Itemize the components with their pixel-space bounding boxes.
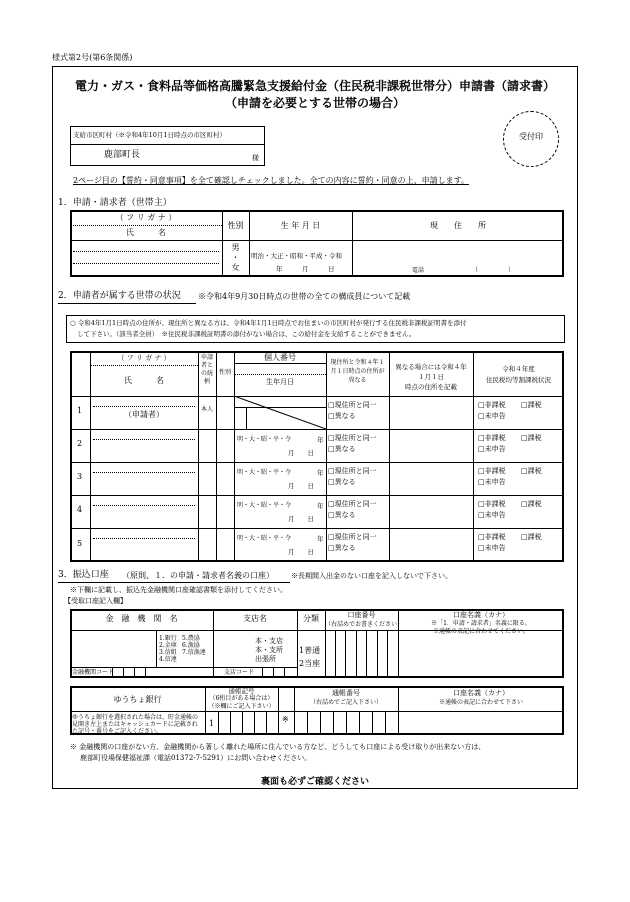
consent-statement: 2ページ目の【誓約・同意事項】を全て確認しチェックしました。全ての内容に誓約・同意の上、申請します。 <box>73 176 470 185</box>
birth-eras[interactable]: 明・大・昭・平・令 <box>237 469 292 476</box>
checkbox-different[interactable]: □異なる <box>328 544 356 552</box>
account-number-header: 口座番号 <box>347 611 376 619</box>
checkbox-different[interactable]: □異なる <box>328 511 356 519</box>
s2-col-relation: 申請者との続柄 <box>200 354 213 385</box>
checkbox-non-taxed[interactable]: □非課税 <box>478 467 506 475</box>
bank-type-option[interactable]: 7.信漁連 <box>182 649 206 656</box>
s1-birth-header: 生 年 月 日 <box>280 221 321 230</box>
row-number: 2 <box>77 439 83 448</box>
account-holder-header: 口座名義（カナ） <box>453 611 509 619</box>
s2-col-tax-1: 令和４年度 <box>502 365 535 373</box>
account-number-sub: （右詰めでお書きください） <box>325 621 404 628</box>
checkbox-different[interactable]: □異なる <box>328 445 356 453</box>
s1-phone-label: 電話 <box>412 267 425 274</box>
s2-col-jan1-1: 現住所と令和４年１ <box>330 359 385 366</box>
branch-type-option[interactable]: 本・支所 <box>255 646 283 654</box>
s1-gender-header: 性別 <box>227 221 244 230</box>
bank-code-label: 金融機関コード <box>72 669 115 676</box>
branch-code-label: 支店コード <box>224 669 255 676</box>
municipality-name: 鹿部町長 <box>104 150 141 160</box>
account-holder-sub2: ※通帳の表記に合わせてください。 <box>432 628 529 635</box>
yucho-note: ゆうちょ銀行を選択された場合は、貯金通帳の見開き左上またはキャッシュカードに記載された記号・番号をご記入ください。 <box>72 714 199 735</box>
municipality-label: 支給市区町村（※令和4年10月1日時点の市区町村） <box>73 131 227 139</box>
row-number: 3 <box>77 472 83 481</box>
checkbox-different[interactable]: □異なる <box>328 478 356 486</box>
checkbox-taxed[interactable]: □課税 <box>521 434 542 442</box>
birth-month-day[interactable]: 月 日 <box>288 515 314 523</box>
row-number: 4 <box>77 505 83 514</box>
branch-name-header: 支店名 <box>243 614 267 623</box>
relation-self: 本人 <box>200 406 213 413</box>
bank-type-option[interactable]: 6.漁協 <box>182 642 200 649</box>
checkbox-undeclared[interactable]: □未申告 <box>478 511 506 519</box>
form-id: 様式第2号(第6条関係) <box>52 53 133 62</box>
yucho-label: ゆうちょ銀行 <box>113 695 162 704</box>
s1-gender-female[interactable]: 女 <box>231 263 240 272</box>
s2-note-line1: ○ 令和4年1月1日時点の住所が、現住所と異なる方は、令和4年1月1日時点でお住まいの市区町村が発行する住民税非課税証明書を添付 <box>70 319 467 327</box>
birth-year[interactable]: 年 <box>317 502 324 510</box>
s2-col-jan1-3: 異なる <box>348 377 367 384</box>
bank-type-option[interactable]: 2.金庫 <box>159 642 177 649</box>
s1-phone-field[interactable]: （ ） <box>472 267 515 274</box>
bank-type-option[interactable]: 5.農協 <box>182 635 200 642</box>
s1-address-header: 現 住 所 <box>430 221 486 230</box>
back-side-note: 裏面も必ずご確認ください <box>260 777 369 787</box>
birth-year[interactable]: 年 <box>317 436 324 444</box>
yucho-holder-sub: ※通帳の表記に合わせて下さい <box>438 699 523 706</box>
branch-type-option[interactable]: 本・支店 <box>255 637 283 645</box>
row-number: 5 <box>77 539 83 548</box>
applicant-label: （申請者） <box>124 410 164 419</box>
checkbox-same-address[interactable]: □現住所と同一 <box>328 401 377 409</box>
checkbox-same-address[interactable]: □現住所と同一 <box>328 500 377 508</box>
account-type-current[interactable]: 2当座 <box>299 659 321 668</box>
account-type-ordinary[interactable]: 1普通 <box>299 646 321 655</box>
checkbox-undeclared[interactable]: □未申告 <box>478 478 506 486</box>
checkbox-undeclared[interactable]: □未申告 <box>478 445 506 453</box>
birth-year[interactable]: 年 <box>317 535 324 543</box>
s1-ymd[interactable]: 年 月 日 <box>276 265 335 273</box>
bank-type-option[interactable]: 4.信連 <box>159 656 177 663</box>
checkbox-same-address[interactable]: □現住所と同一 <box>328 434 377 442</box>
s2-col-diff-3: 時点の住所を記載 <box>405 383 457 391</box>
yucho-symbol-prefix: 1 <box>209 719 215 728</box>
row1-birth-slash <box>234 396 326 429</box>
checkbox-taxed[interactable]: □課税 <box>521 467 542 475</box>
s2-col-furigana: （ フ リ ガ ナ ） <box>117 354 171 362</box>
yucho-number-label: 通帳番号 <box>332 689 360 697</box>
bank-name-header: 金 融 機 関 名 <box>105 614 178 623</box>
birth-month-day[interactable]: 月 日 <box>288 449 314 457</box>
municipality-honorific: 様 <box>252 154 259 162</box>
birth-eras[interactable]: 明・大・昭・平・令 <box>237 502 292 509</box>
s2-col-name: 氏 名 <box>124 376 164 385</box>
s2-col-diff-2: １月１日 <box>418 373 444 381</box>
yucho-symbol-mark: ※ <box>282 715 289 724</box>
checkbox-undeclared[interactable]: □未申告 <box>478 412 506 420</box>
section3-heading-note: ※長期間入出金のない口座を記入しないで下さい。 <box>291 572 452 580</box>
birth-eras[interactable]: 明・大・昭・平・令 <box>237 436 292 443</box>
s1-gender-male[interactable]: 男 <box>231 243 240 252</box>
checkbox-taxed[interactable]: □課税 <box>521 533 542 541</box>
birth-year[interactable]: 年 <box>317 469 324 477</box>
yucho-number-sub: （右詰めでご記入下さい） <box>309 699 382 706</box>
section3-sub-note: ※下欄に記載し、振込先金融機関口座確認書類を添付してください。 <box>70 586 287 594</box>
yucho-holder-label: 口座名義（カナ） <box>453 689 509 697</box>
yucho-symbol-sub2: （※欄にご記入下さい） <box>208 703 275 710</box>
s2-col-jan1-2: 月１日時点の住所が <box>330 368 385 375</box>
bank-type-option[interactable]: 3.信組 <box>159 649 177 656</box>
checkbox-same-address[interactable]: □現住所と同一 <box>328 533 377 541</box>
section3-heading: 3．振込口座 <box>58 570 109 580</box>
checkbox-different[interactable]: □異なる <box>328 412 356 420</box>
yucho-symbol-label: 通帳記号 <box>228 687 255 695</box>
birth-month-day[interactable]: 月 日 <box>288 482 314 490</box>
row-number: 1 <box>77 406 83 415</box>
s1-gender-dot: ・ <box>231 253 240 262</box>
checkbox-same-address[interactable]: □現住所と同一 <box>328 467 377 475</box>
bank-type-option[interactable]: 1.銀行 <box>159 635 177 642</box>
checkbox-taxed[interactable]: □課税 <box>521 401 542 409</box>
s2-col-birth: 生年月日 <box>266 378 294 386</box>
checkbox-taxed[interactable]: □課税 <box>521 500 542 508</box>
s1-name-header: 氏 名 <box>126 228 166 237</box>
birth-eras[interactable]: 明・大・昭・平・令 <box>237 535 292 542</box>
reception-stamp-label: 受付印 <box>519 132 543 141</box>
branch-type-option[interactable]: 出張所 <box>255 655 276 663</box>
checkbox-non-taxed[interactable]: □非課税 <box>478 500 506 508</box>
footer-note-line1: ※ 金融機関の口座がない方、金融機関から著しく離れた場所に住んでいる方など、どうしても口座による受け取りが出来ない方は、 <box>70 743 486 751</box>
section2-heading-note: ※令和4年9月30日時点の世帯の全ての構成員について記載 <box>198 292 411 301</box>
form-title: 電力・ガス・食料品等価格高騰緊急支援給付金（住民税非課税世帯分）申請書（請求書） <box>74 79 555 93</box>
account-holder-sub1: ※「1．申請・請求者」名義に限る。 <box>431 620 531 627</box>
checkbox-non-taxed[interactable]: □非課税 <box>478 434 506 442</box>
section3-heading-paren: （原則、１．の申請・請求者名義の口座） <box>122 571 274 580</box>
section1-heading: 1．申請・請求者（世帯主） <box>58 198 172 208</box>
s2-note-line2: して下さい。（該当者全員） ※住民税非課税証明書の添付がない場合は、この給付金を支給することができません。 <box>77 330 416 338</box>
checkbox-non-taxed[interactable]: □非課税 <box>478 401 506 409</box>
s2-col-mynumber: 個人番号 <box>264 353 296 362</box>
s2-col-tax-2: 住民税均等割課税状況 <box>486 376 551 384</box>
form-subtitle: （申請を必要とする世帯の場合） <box>224 96 405 110</box>
s1-furigana-header: （ フ リ ガ ナ ） <box>115 213 177 222</box>
s2-col-gender: 性別 <box>218 369 231 376</box>
section3-bracket: 【受取口座記入欄】 <box>64 597 127 605</box>
checkbox-non-taxed[interactable]: □非課税 <box>478 533 506 541</box>
yucho-symbol-sub1: （6桁目がある場合は） <box>209 695 274 702</box>
checkbox-undeclared[interactable]: □未申告 <box>478 544 506 552</box>
s1-eras[interactable]: 明治・大正・昭和・平成・令和 <box>251 252 342 260</box>
s2-col-diff-1: 異なる場合には令和４年 <box>395 363 467 371</box>
section2-heading: 2．申請者が属する世帯の状況 <box>58 291 181 301</box>
account-type-header: 分類 <box>303 614 319 623</box>
footer-note-line2: 鹿部町役場保健福祉課（電話01372-7-5291）にお問い合わせください。 <box>80 754 312 762</box>
birth-month-day[interactable]: 月 日 <box>288 548 314 556</box>
